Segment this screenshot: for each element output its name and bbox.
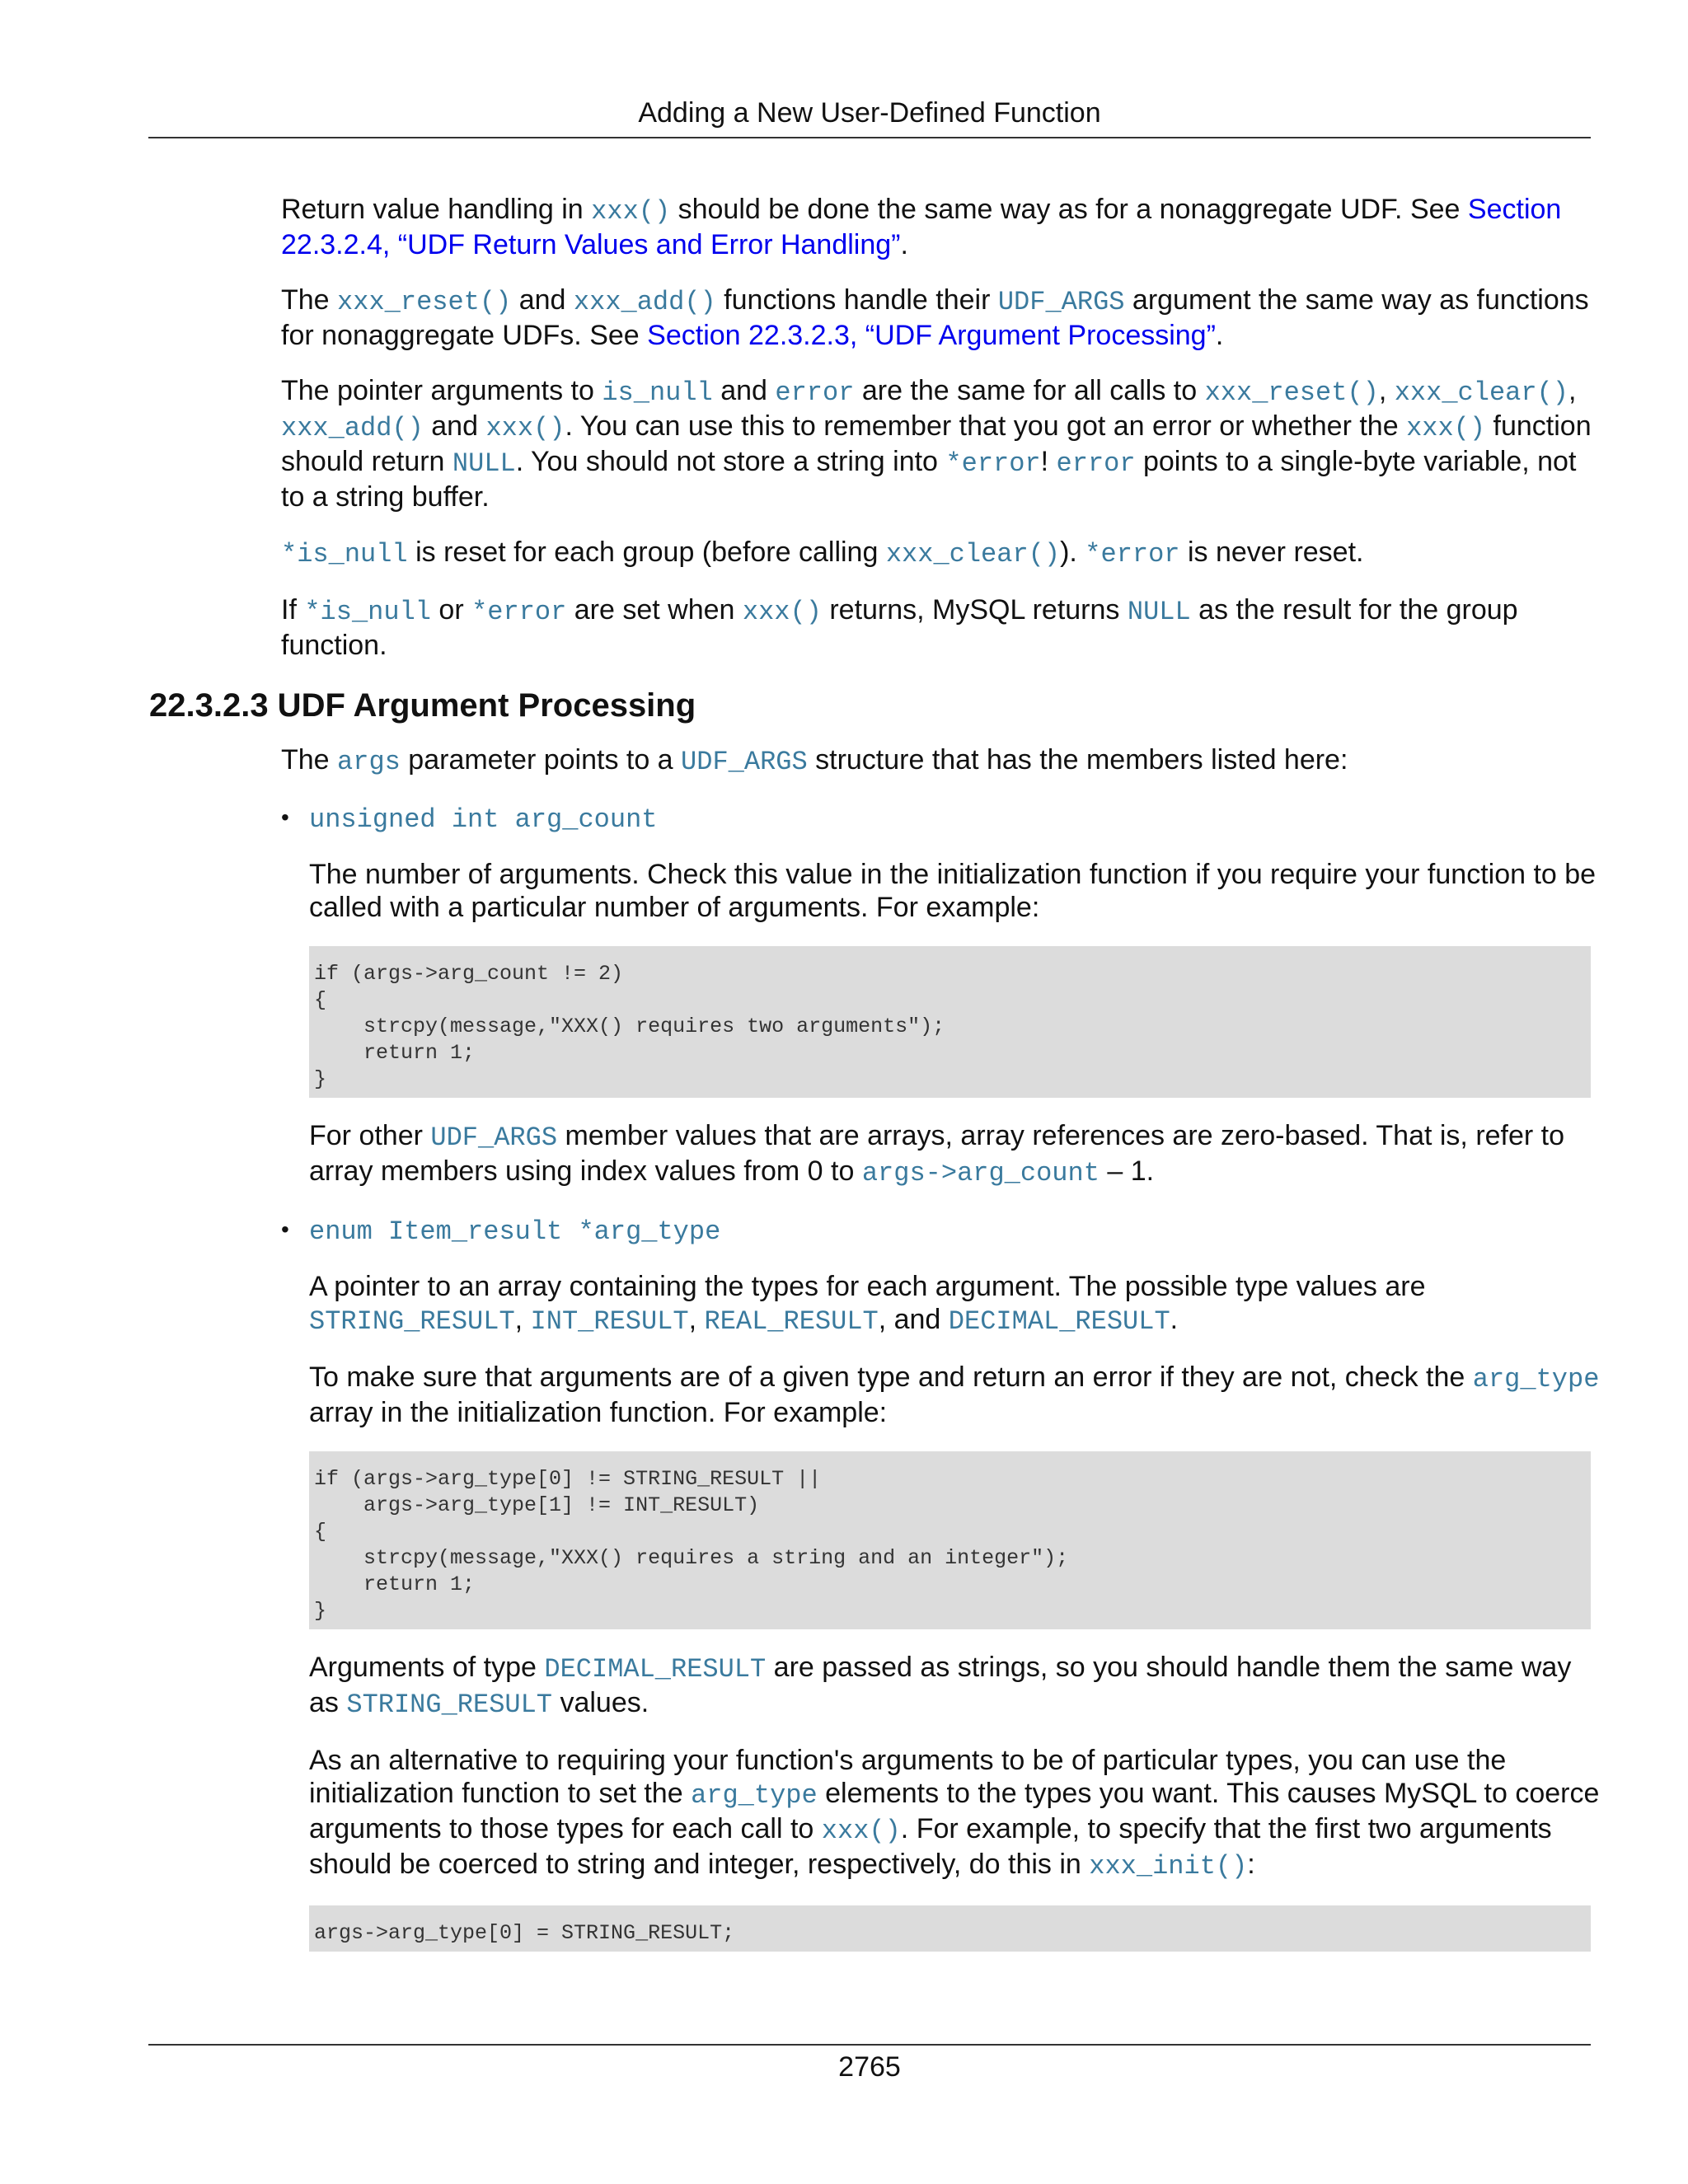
code-udf-args: UDF_ARGS (430, 1122, 558, 1153)
text: , and (878, 1304, 949, 1335)
paragraph-is-null-reset (281, 536, 1600, 571)
code-decimal-result: DECIMAL_RESULT (948, 1306, 1170, 1337)
member-term (309, 1213, 1600, 1249)
code-xxx-add: xxx_add() (281, 413, 424, 443)
paragraph-args-intro (281, 743, 1600, 779)
code-xxx: xxx() (742, 597, 822, 627)
paragraph-decimal-result (309, 1651, 1600, 1722)
code-xxx-reset: xxx_reset() (337, 287, 512, 317)
text: returns, MySQL returns (821, 594, 1128, 626)
page-header-title: Adding a New User-Defined Function (638, 97, 1101, 129)
paragraph-pointer-arguments (281, 374, 1600, 513)
code-decimal-result: DECIMAL_RESULT (544, 1654, 767, 1685)
code-block-arg-type-check: if (args->arg_type[0] != STRING_RESULT || args->arg_type[1] != INT_RESULT) { strcpy(message,"XXX() requires a string and an integer"); return 1; } (309, 1451, 1591, 1629)
list-item-arg-count (281, 801, 1600, 1190)
text: , (1568, 375, 1577, 406)
code-xxx-reset: xxx_reset() (1204, 377, 1379, 408)
code-star-is-null: *is_null (281, 539, 408, 569)
text: , (688, 1304, 705, 1335)
paragraph-check-arg-type (309, 1361, 1600, 1429)
text: . You can use this to remember that you got an error or whether the (565, 410, 1407, 442)
text: : (1247, 1849, 1255, 1880)
code-star-error: *error (945, 448, 1041, 479)
code-star-error: *error (1085, 539, 1180, 569)
text: , (514, 1304, 531, 1335)
text: A pointer to an array containing the types for each argument. The possible type values are (309, 1271, 1426, 1302)
text: as the result for the group function. (281, 594, 1518, 661)
text: ). (1060, 537, 1085, 568)
code-xxx: xxx() (485, 413, 565, 443)
text: ! (1040, 446, 1057, 477)
code-star-is-null: *is_null (304, 597, 431, 627)
page-number: 2765 (838, 2051, 901, 2083)
link-udf-argument-processing[interactable]: Section 22.3.2.3, “UDF Argument Processing” (647, 320, 1216, 351)
text: The (281, 284, 338, 316)
text: The (281, 744, 338, 776)
code-args-arg-count: args->arg_count (861, 1158, 1100, 1188)
text: Arguments of type (309, 1652, 545, 1683)
code-string-result: STRING_RESULT (309, 1306, 515, 1337)
code-int-result: INT_RESULT (530, 1306, 689, 1337)
footer-divider (148, 2044, 1591, 2046)
member-description: The number of arguments. Check this value in the initialization function if you require your function to be called with a particular number of arguments. For example: (309, 859, 1597, 923)
text: points to a single-byte variable, not to a string buffer. (281, 446, 1577, 513)
list-item-arg-type (281, 1213, 1600, 1952)
member-list (281, 801, 1600, 1952)
text: or (430, 594, 472, 626)
text: function should return (281, 410, 1592, 477)
text: are passed as strings, so you should handle them the same way as (309, 1652, 1572, 1718)
code-xxx-clear: xxx_clear() (1394, 377, 1568, 408)
code-arg-type-term: enum Item_result *arg_type (309, 1216, 721, 1247)
text: and (423, 410, 486, 442)
section-heading: 22.3.2.3 UDF Argument Processing (149, 687, 696, 724)
paragraph-zero-based (309, 1119, 1600, 1190)
text: array in the initialization function. For example: (309, 1397, 888, 1428)
text: structure that has the members listed here: (807, 744, 1348, 776)
code-arg-type: arg_type (691, 1780, 818, 1811)
text: should be done the same way as for a nonaggregate UDF. See (670, 194, 1468, 225)
code-xxx: xxx() (821, 1816, 901, 1846)
code-arg-count-term: unsigned int arg_count (309, 804, 658, 835)
code-block-arg-type-assign: args->arg_type[0] = STRING_RESULT; (309, 1905, 1591, 1952)
text: . You should not store a string into (515, 446, 946, 477)
text: If (281, 594, 305, 626)
text: elements to the types you want. This causes MySQL to coerce arguments to those types for each call to (309, 1778, 1600, 1844)
text: argument the same way as functions for nonaggregate UDFs. See (281, 284, 1589, 351)
code-arg-type: arg_type (1472, 1364, 1600, 1394)
text: is reset for each group (before calling (407, 537, 886, 568)
member-description (309, 1270, 1600, 1338)
paragraph-coerce-arguments (309, 1744, 1600, 1883)
code-star-error: *error (471, 597, 567, 627)
code-string-result: STRING_RESULT (346, 1690, 552, 1720)
text: , (1378, 375, 1395, 406)
link-udf-return-values[interactable]: Section 22.3.2.4, “UDF Return Values and Error Handling” (281, 194, 1562, 260)
text: For other (309, 1120, 431, 1151)
text: and (712, 375, 776, 406)
code-error: error (1056, 448, 1136, 479)
text: The pointer arguments to (281, 375, 603, 406)
header-divider (148, 137, 1591, 138)
text: – 1. (1099, 1155, 1155, 1187)
paragraph-null-result (281, 593, 1600, 662)
code-null: NULL (452, 448, 516, 479)
code-xxx-init: xxx_init() (1089, 1851, 1248, 1882)
main-content (149, 193, 1600, 1975)
text: Return value handling in (281, 194, 592, 225)
code-udf-args: UDF_ARGS (997, 287, 1125, 317)
code-block-arg-count: if (args->arg_count != 2) { strcpy(message,"XXX() requires two arguments"); return 1; } (309, 946, 1591, 1098)
text: . (900, 229, 908, 260)
text: values. (552, 1687, 649, 1718)
code-xxx: xxx() (591, 196, 671, 227)
text: and (511, 284, 574, 316)
code-args: args (337, 747, 401, 777)
bullet-icon: • (281, 804, 289, 830)
paragraph-return-value (281, 193, 1600, 261)
code-xxx-add: xxx_add() (573, 287, 716, 317)
text: is never reset. (1179, 537, 1364, 568)
code-error: error (775, 377, 855, 408)
text: are set when (566, 594, 743, 626)
code-xxx-clear: xxx_clear() (885, 539, 1061, 569)
code-xxx: xxx() (1406, 413, 1486, 443)
text: . (1215, 320, 1224, 351)
text: member values that are arrays, array references are zero-based. That is, refer to array members using index values from 0 to (309, 1120, 1565, 1187)
code-real-result: REAL_RESULT (704, 1306, 879, 1337)
text: . (1170, 1304, 1179, 1335)
member-term (309, 801, 1600, 837)
text: functions handle their (715, 284, 998, 316)
text: parameter points to a (400, 744, 682, 776)
text: are the same for all calls to (854, 375, 1205, 406)
code-is-null: is_null (602, 377, 713, 408)
paragraph-reset-add (281, 284, 1600, 352)
text: . For example, to specify that the first two arguments should be coerced to string and integer, respectively, do this in (309, 1813, 1552, 1880)
code-null: NULL (1127, 597, 1191, 627)
code-udf-args: UDF_ARGS (681, 747, 808, 777)
text: As an alternative to requiring your function's arguments to be of particular types, you can use the initialization function to set the (309, 1745, 1507, 1809)
bullet-icon: • (281, 1216, 289, 1242)
text: To make sure that arguments are of a given type and return an error if they are not, check the (309, 1361, 1473, 1393)
